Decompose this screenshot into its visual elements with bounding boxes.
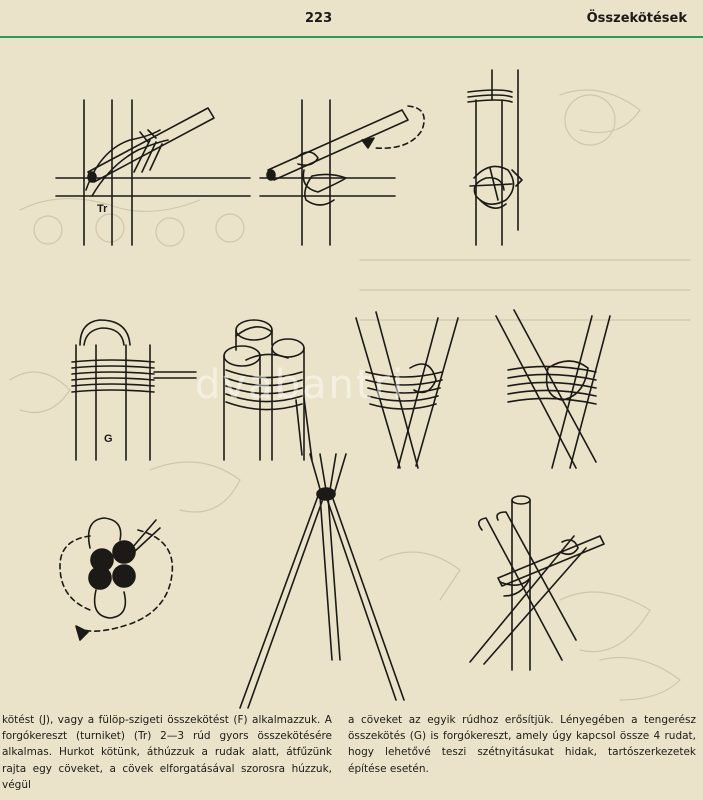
body-text-left xyxy=(2,712,332,793)
header-rule xyxy=(0,36,703,38)
paragraph-right: a cöveket az egyik rúdhoz erősítjük. Lényegében a tengerész összekötés (G) is forgókereszt, amely úgy kapcsol össze 4 rudat, hogy lehetővé teszi szétnyitásukat hidak, tartószerkezetek építése esetén. xyxy=(348,714,696,775)
figure-cross-lashing-b xyxy=(496,310,610,468)
label-tengeresz: G xyxy=(104,433,113,445)
figure-stake-poles xyxy=(470,496,604,670)
watermark: dvabantri xyxy=(195,362,406,408)
label-turniket: Tr xyxy=(97,203,108,215)
paragraph-left: kötést (J), vagy a fülöp-szigeti összekötést (F) alkalmazzuk. A forgókereszt (turniket) (Tr) 2—3 rúd gyors összekötésére alkalmas. Hurkot kötünk, áthúzzuk a rudak alatt, átfűzünk rajta egy cöveket, a cövek elforgatásával szorosra húzzuk, végül xyxy=(2,714,332,791)
section-title: Összekötések xyxy=(586,11,687,26)
figure-tripod xyxy=(240,454,404,708)
page-header xyxy=(0,0,703,40)
figure-tengeresz xyxy=(72,320,196,460)
figure-turniket-rotation xyxy=(260,100,424,245)
figure-turniket xyxy=(56,100,250,245)
figure-vertical-lashing xyxy=(468,70,522,245)
figure-top-view xyxy=(60,518,172,640)
page-number: 223 xyxy=(305,11,333,26)
body-text-right xyxy=(348,712,696,777)
